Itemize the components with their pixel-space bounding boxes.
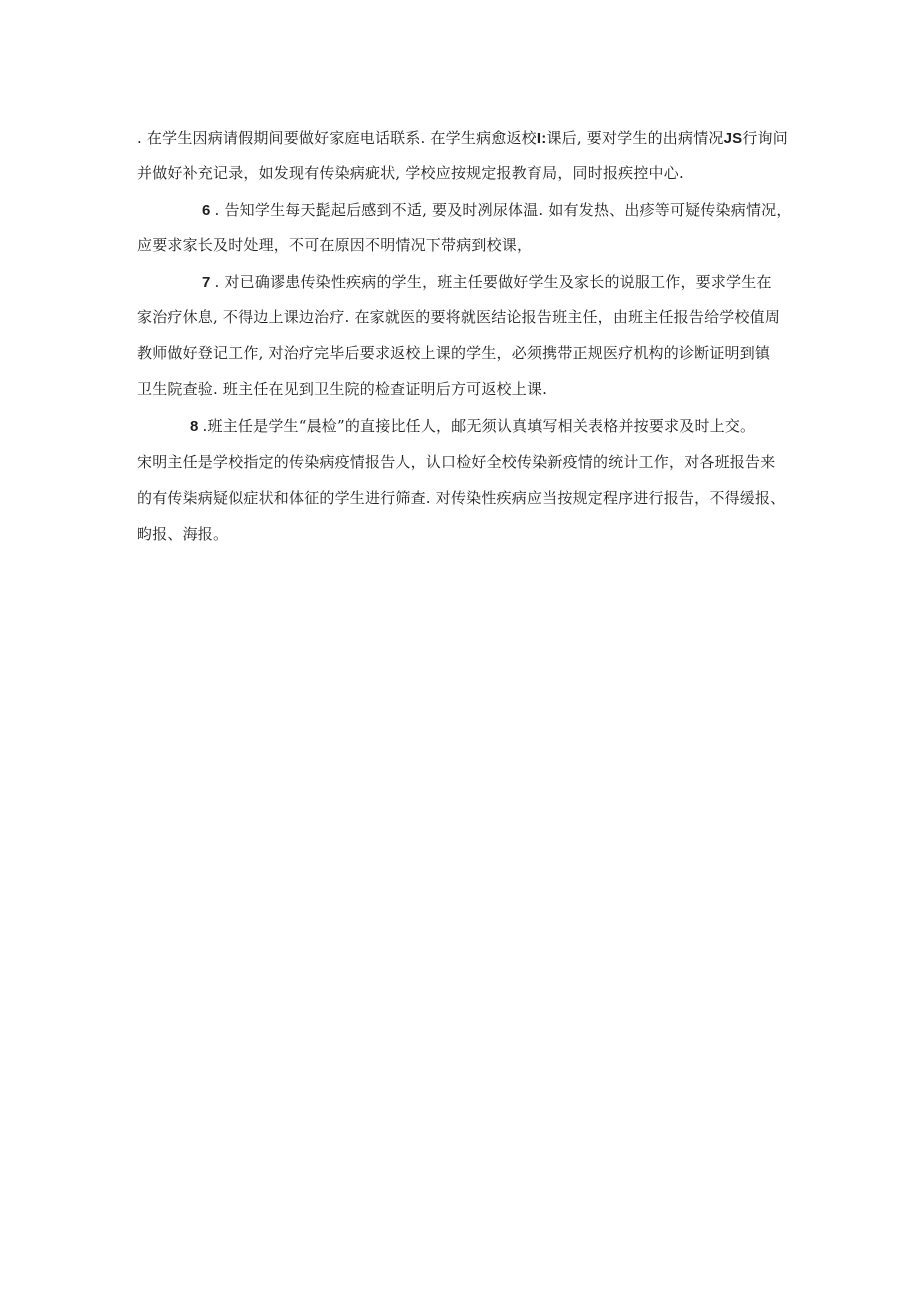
paragraph-7-line-3: 教师做好登记工作, 对治疗完毕后要求返校上课的学生，必须携带正规医疗机构的诊断证明到镇 (137, 344, 771, 362)
paragraph-5-text-d: JS (723, 130, 743, 147)
paragraph-6-text: . 告知学生每天髭起后感到不适, 要及时冽尿体温. 如有发热、出疹等可疑传染病情况， (214, 201, 792, 219)
paragraph-8-text: .班主任是学生“晨检”的直接比任人，邮无须认真填写相关表格并按要求及时上交。 (202, 417, 756, 435)
paragraph-5-text-a: . 在学生因病请假期间要做好家庭电话联系. 在学生病愈返校 (137, 129, 537, 147)
paragraph-7-number: 7 (202, 274, 211, 291)
paragraph-8-line-4: 畇报、海报。 (137, 525, 229, 543)
paragraph-5-text-e: 行询问 (742, 129, 788, 147)
paragraph-5-line-1 (137, 128, 788, 149)
paragraph-7-line-4: 卫生院查验. 班主任在见到卫生院的检查证明后方可返校上课. (137, 380, 548, 398)
paragraph-8-number: 8 (190, 418, 199, 435)
paragraph-5-line-2: 并做好补充记录，如发现有传染病疵状, 学校应按规定报教育局，同时报疾控中心. (137, 164, 684, 182)
paragraph-8-line-2: 宋明主任是学校指定的传染病疫情报告人，认口检好全校传染新疫情的统计工作，对各班报告来 (137, 453, 776, 471)
paragraph-8-line-1 (190, 416, 755, 437)
paragraph-6-number: 6 (202, 202, 211, 219)
paragraph-7-line-2: 家治疗休息, 不得边上课边治疗. 在家就医的要将就医结论报告班主任，由班主任报告给学校值周 (137, 308, 781, 326)
paragraph-6-line-2: 应要求家长及时处理，不可在原因不明情况下带病到校课， (137, 236, 533, 254)
paragraph-5-text-c: 课后, 要对学生的出病情况 (546, 129, 724, 147)
paragraph-7-line-1 (202, 272, 772, 293)
paragraph-6-line-1 (202, 200, 792, 221)
paragraph-7-text: . 对已确谬患传染性疾病的学生，班主任要做好学生及家长的说服工作，要求学生在 (214, 273, 772, 291)
paragraph-5-text-b: I: (536, 130, 547, 147)
paragraph-8-line-3: 的有传柒病疑似症状和体征的学生进行筛查. 对传染性疾病应当按规定程序进行报告，不得缓报、 (137, 489, 786, 507)
